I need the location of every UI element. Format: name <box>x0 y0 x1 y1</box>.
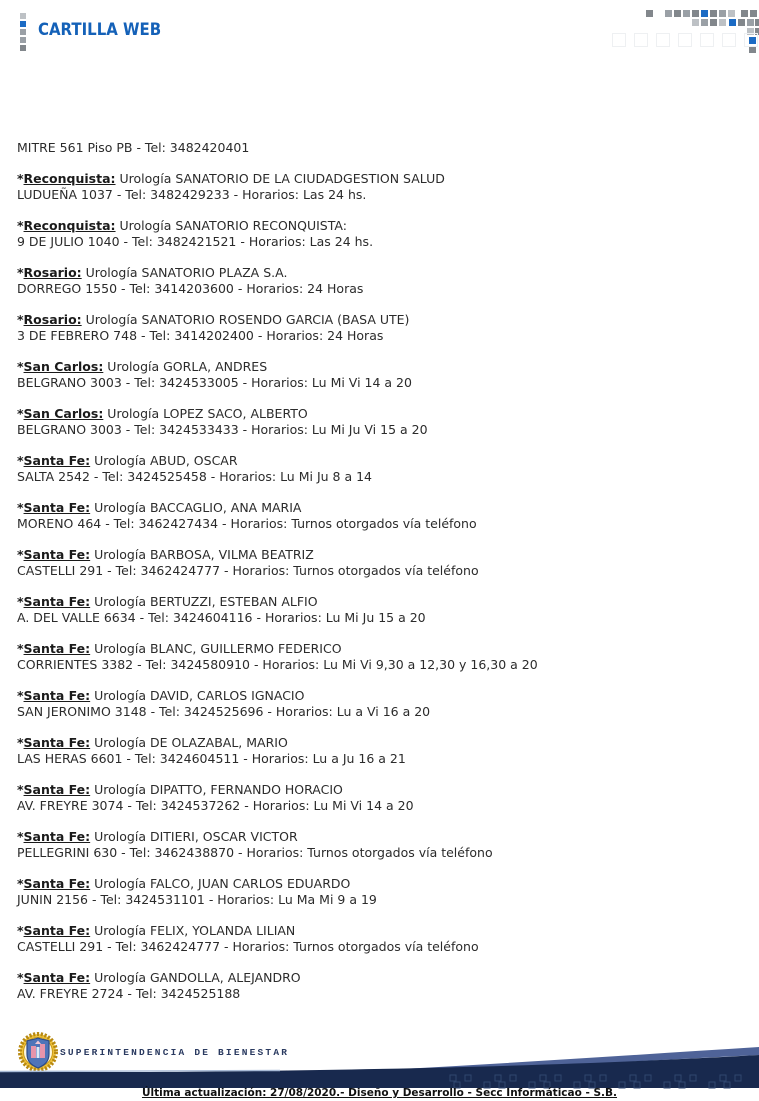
entry-name: Urología BACCAGLIO, ANA MARIA <box>90 499 302 515</box>
entry-star: * <box>17 499 24 515</box>
provider-entry <box>17 547 737 580</box>
org-name: SUPERINTENDENCIA DE BIENESTAR <box>60 1047 290 1058</box>
entry-detail: 9 DE JULIO 1040 - Tel: 3482421521 - Horarios: Las 24 hs. <box>17 234 374 249</box>
provider-entry <box>17 594 737 627</box>
entry-city: Reconquista: <box>23 217 116 233</box>
entry-detail: AV. FREYRE 3074 - Tel: 3424537262 - Horarios: Lu Mi Vi 14 a 20 <box>17 798 414 813</box>
provider-heading <box>17 359 267 374</box>
entry-city: Santa Fe: <box>23 687 91 703</box>
provider-heading <box>17 688 304 703</box>
provider-entry <box>17 735 737 768</box>
entry-star: * <box>17 922 24 938</box>
provider-heading <box>17 970 301 985</box>
entry-name: Urología DIPATTO, FERNANDO HORACIO <box>90 781 343 797</box>
entry-city: Rosario: <box>23 311 82 327</box>
entry-city: Rosario: <box>23 264 82 280</box>
entry-detail: DORREGO 1550 - Tel: 3414203600 - Horarios: 24 Horas <box>17 281 364 296</box>
entry-star: * <box>17 546 24 562</box>
entry-star: * <box>17 828 24 844</box>
entry-star: * <box>17 593 24 609</box>
entry-detail: BELGRANO 3003 - Tel: 3424533433 - Horarios: Lu Mi Ju Vi 15 a 20 <box>17 422 428 437</box>
entry-name: Urología BLANC, GUILLERMO FEDERICO <box>90 640 342 656</box>
provider-entry <box>17 641 737 674</box>
entry-detail: JUNIN 2156 - Tel: 3424531101 - Horarios: Lu Ma Mi 9 a 19 <box>17 892 377 907</box>
provider-heading <box>17 547 314 562</box>
entry-city: Santa Fe: <box>23 922 91 938</box>
provider-entry <box>17 782 737 815</box>
entry-name: Urología LOPEZ SACO, ALBERTO <box>103 405 308 421</box>
provider-heading <box>17 500 301 515</box>
entry-star: * <box>17 264 24 280</box>
provider-entry <box>17 312 737 345</box>
provider-heading <box>17 923 295 938</box>
provider-entry <box>17 265 737 298</box>
provider-heading <box>17 876 350 891</box>
entry-star: * <box>17 405 24 421</box>
provider-heading <box>17 171 445 186</box>
entry-detail: MORENO 464 - Tel: 3462427434 - Horarios: Turnos otorgados vía teléfono <box>17 516 477 531</box>
provider-entry <box>17 923 737 956</box>
pixel-squares-logo-icon <box>20 13 27 53</box>
provider-entry <box>17 500 737 533</box>
entry-city: Santa Fe: <box>23 875 91 891</box>
provider-entry <box>17 171 737 204</box>
entry-star: * <box>17 311 24 327</box>
page-header <box>0 0 759 56</box>
entry-detail: SAN JERONIMO 3148 - Tel: 3424525696 - Horarios: Lu a Vi 16 a 20 <box>17 704 431 719</box>
entry-name: Urología ABUD, OSCAR <box>90 452 238 468</box>
entry-detail: BELGRANO 3003 - Tel: 3424533005 - Horarios: Lu Mi Vi 14 a 20 <box>17 375 412 390</box>
entry-name: Urología SANATORIO PLAZA S.A. <box>81 264 288 280</box>
provider-heading <box>17 218 347 233</box>
entry-city: Reconquista: <box>23 170 116 186</box>
entry-detail: SALTA 2542 - Tel: 3424525458 - Horarios: Lu Mi Ju 8 a 14 <box>17 469 372 484</box>
provider-heading <box>17 265 287 280</box>
entry-city: San Carlos: <box>23 358 104 374</box>
provider-entry <box>17 453 737 486</box>
entry-star: * <box>17 734 24 750</box>
entry-detail: PELLEGRINI 630 - Tel: 3462438870 - Horarios: Turnos otorgados vía teléfono <box>17 845 493 860</box>
provider-entry <box>17 829 737 862</box>
entry-star: * <box>17 969 24 985</box>
page-footer <box>0 1024 759 1101</box>
entry-name: Urología BERTUZZI, ESTEBAN ALFIO <box>90 593 318 609</box>
address-continuation-line: MITRE 561 Piso PB - Tel: 3482420401 <box>17 140 250 155</box>
provider-directory <box>17 140 737 1017</box>
entry-city: Santa Fe: <box>23 969 91 985</box>
entry-star: * <box>17 217 24 233</box>
entry-name: Urología DE OLAZABAL, MARIO <box>90 734 288 750</box>
entry-detail: LAS HERAS 6601 - Tel: 3424604511 - Horarios: Lu a Ju 16 a 21 <box>17 751 406 766</box>
entry-name: Urología BARBOSA, VILMA BEATRIZ <box>90 546 314 562</box>
site-title: CARTILLA WEB <box>38 20 162 40</box>
entry-name: Urología DITIERI, OSCAR VICTOR <box>90 828 298 844</box>
provider-heading <box>17 312 409 327</box>
entry-name: Urología SANATORIO ROSENDO GARCIA (BASA UTE) <box>81 311 410 327</box>
provider-heading <box>17 594 318 609</box>
entry-detail: AV. FREYRE 2724 - Tel: 3424525188 <box>17 986 241 1001</box>
last-update-line: Última actualización: 27/08/2020.- Diseño y Desarrollo - Secc Informáticao - S.B. <box>141 1087 618 1099</box>
entry-name: Urología FELIX, YOLANDA LILIAN <box>90 922 296 938</box>
provider-entry <box>17 359 737 392</box>
entry-star: * <box>17 640 24 656</box>
entry-detail: 3 DE FEBRERO 748 - Tel: 3414202400 - Horarios: 24 Horas <box>17 328 384 343</box>
footer-swoosh-decoration <box>0 1046 759 1090</box>
entry-city: San Carlos: <box>23 405 104 421</box>
entry-detail: LUDUEÑA 1037 - Tel: 3482429233 - Horarios: Las 24 hs. <box>17 187 367 202</box>
entry-name: Urología FALCO, JUAN CARLOS EDUARDO <box>90 875 351 891</box>
entry-name: Urología SANATORIO DE LA CIUDADGESTION SALUD <box>115 170 445 186</box>
entry-detail: CASTELLI 291 - Tel: 3462424777 - Horarios: Turnos otorgados vía teléfono <box>17 563 479 578</box>
provider-heading <box>17 453 238 468</box>
entry-city: Santa Fe: <box>23 781 91 797</box>
entry-city: Santa Fe: <box>23 499 91 515</box>
provider-entry <box>17 218 737 251</box>
entry-star: * <box>17 170 24 186</box>
entry-city: Santa Fe: <box>23 734 91 750</box>
entry-name: Urología DAVID, CARLOS IGNACIO <box>90 687 305 703</box>
entry-detail: CORRIENTES 3382 - Tel: 3424580910 - Horarios: Lu Mi Vi 9,30 a 12,30 y 16,30 a 20 <box>17 657 538 672</box>
entry-city: Santa Fe: <box>23 452 91 468</box>
entry-name: Urología SANATORIO RECONQUISTA: <box>115 217 347 233</box>
provider-heading <box>17 641 342 656</box>
entry-star: * <box>17 358 24 374</box>
entry-detail: CASTELLI 291 - Tel: 3462424777 - Horarios: Turnos otorgados vía teléfono <box>17 939 479 954</box>
entry-city: Santa Fe: <box>23 546 91 562</box>
entry-star: * <box>17 687 24 703</box>
entry-city: Santa Fe: <box>23 828 91 844</box>
entry-name: Urología GORLA, ANDRES <box>103 358 268 374</box>
entry-star: * <box>17 781 24 797</box>
entry-detail: A. DEL VALLE 6634 - Tel: 3424604116 - Horarios: Lu Mi Ju 15 a 20 <box>17 610 426 625</box>
provider-heading <box>17 406 308 421</box>
entry-star: * <box>17 452 24 468</box>
entry-city: Santa Fe: <box>23 640 91 656</box>
provider-list <box>17 171 737 1003</box>
provider-entry <box>17 876 737 909</box>
provider-entry <box>17 688 737 721</box>
provider-heading <box>17 782 343 797</box>
provider-heading <box>17 829 298 844</box>
provider-entry <box>17 406 737 439</box>
provider-heading <box>17 735 288 750</box>
provider-entry <box>17 970 737 1003</box>
entry-name: Urología GANDOLLA, ALEJANDRO <box>90 969 301 985</box>
entry-star: * <box>17 875 24 891</box>
entry-city: Santa Fe: <box>23 593 91 609</box>
